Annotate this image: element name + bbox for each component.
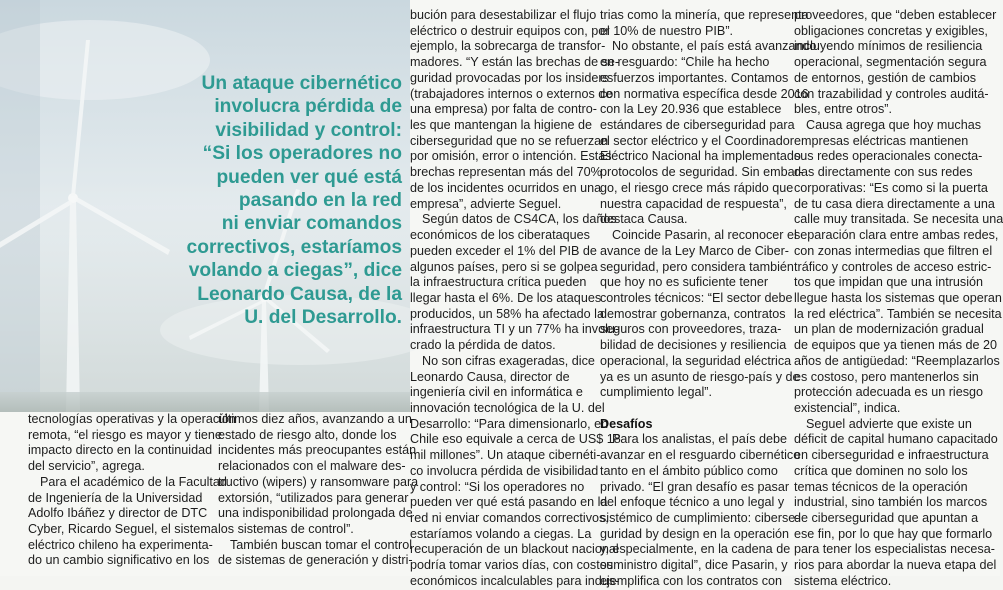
body-text-line: bución para desestabilizar el flujo — [410, 8, 597, 22]
body-text-line: extorsión, “utilizados para generar — [218, 490, 409, 505]
body-text-line: con zonas intermedias que filtren el — [794, 243, 993, 258]
body-text-line: ya es un asunto de riesgo-país y de — [600, 369, 800, 384]
pull-quote-line: pasando en la red — [238, 190, 402, 212]
body-text-line: de sistemas de generación y distri- — [218, 553, 413, 568]
body-text-line: Adolfo Ibáñez y director de DTC — [28, 506, 208, 521]
body-text-line: pueden ver qué está pasando en la — [410, 495, 608, 510]
body-text-line: una indisponibilidad prolongada de — [218, 506, 413, 521]
body-text-line: tecnologías operativas y la operación — [28, 412, 236, 426]
body-text-line: los sistemas de control”. — [218, 522, 354, 537]
body-text-line: No son cifras exageradas, dice — [422, 353, 595, 368]
body-text-line: en ciberseguridad e infraestructura — [794, 448, 989, 463]
body-text-line: llegar hasta el 6%. De los ataques — [410, 290, 602, 305]
body-text-line: tráfico y controles de acceso estric- — [794, 259, 992, 274]
pull-quote-line: volando a ciegas”, dice — [188, 260, 402, 282]
article-column-1 — [28, 412, 236, 569]
body-text-line: suministro digital”, dice Pasarin, y — [600, 558, 788, 573]
body-text-line: les que mantengan la higiene de — [410, 118, 593, 133]
body-text-line: por omisión, error o intención. Estas — [410, 149, 612, 164]
body-text-line: avanzar en el resguardo cibernético — [600, 448, 801, 463]
body-text-line: sistémico de cumplimiento: ciberse- — [600, 511, 800, 525]
body-text-line: brechas representan más del 70% — [410, 165, 602, 180]
body-text-line: rios para abordar la nueva etapa del — [794, 558, 997, 573]
body-text-line: ingeniería civil en informática e — [410, 385, 583, 400]
article-column-2 — [218, 412, 419, 569]
body-text-line: Para el académico de la Facultad — [40, 474, 227, 489]
body-text-line: temas técnicos de la operación — [794, 479, 968, 494]
body-text-line: Para los analistas, el país debe — [612, 432, 788, 447]
body-text-line — [600, 401, 782, 417]
body-text-line: co involucra pérdida de visibilidad — [410, 463, 599, 478]
body-text-line: ejemplifica con los contratos con — [600, 573, 783, 588]
body-text-line: guridad provocadas por los insiders — [410, 70, 609, 85]
body-text-line: guridad by design en la operación — [600, 526, 790, 541]
body-text-line: operacional, la seguridad eléctrica — [600, 353, 792, 368]
body-text-line: de entornos, gestión de cambios — [794, 70, 977, 85]
body-text-line: crado la pérdida de datos. — [410, 338, 556, 353]
body-text-line: económicos incalculables para indus- — [410, 573, 620, 588]
body-text-line: de Ingeniería de la Universidad — [28, 490, 203, 505]
pull-quote-line: U. del Desarrollo. — [244, 307, 402, 329]
body-text-line: seguros con proveedores, traza- — [600, 322, 782, 337]
body-text-line: el 10% de nuestro PIB”. — [600, 23, 734, 38]
body-text-line: déficit de capital humano capacitado — [794, 432, 998, 447]
pull-quote-line: pueden ver qué está — [216, 166, 402, 188]
pull-quote-line: involucra pérdida de — [214, 96, 402, 118]
body-text-line: controles técnicos: “El sector debe — [600, 290, 793, 305]
body-text-line: Leonardo Causa, director de — [410, 369, 570, 384]
body-text-line: en resguardo: “Chile ha hecho — [600, 55, 770, 70]
body-text-line: seguridad, pero considera también — [600, 259, 794, 274]
body-text-line: tructivo (wipers) y ransomware para — [218, 474, 419, 489]
body-text-line: Causa agrega que hoy muchas — [806, 118, 982, 133]
body-text-line: protocolos de seguridad. Sin embar- — [600, 165, 804, 180]
body-text-line: impacto directo en la continuidad — [28, 443, 213, 458]
article-column-3 — [410, 8, 621, 590]
body-text-line: Eléctrico Nacional ha implementado — [600, 149, 801, 164]
body-text-line: es costoso, pero mantenerlos sin — [794, 369, 979, 384]
body-text-line: proveedores, que “deben establecer — [794, 8, 997, 22]
body-text-line: de equipos que ya tienen más de 20 — [794, 338, 998, 353]
body-text-line: y, especialmente, en la cadena de — [600, 542, 791, 557]
body-text-line: recuperación de un blackout nacional — [410, 542, 619, 557]
body-text-line: protección adecuada es un riesgo — [794, 385, 984, 400]
body-text-line: un plan de modernización gradual — [794, 322, 984, 337]
body-text-line: con trazabilidad y controles auditá- — [794, 86, 989, 101]
body-text-line: Cyber, Ricardo Seguel, el sistema — [28, 522, 218, 537]
pull-quote-line: ni enviar comandos — [221, 213, 402, 235]
body-text-line: separación clara entre ambas redes, — [794, 228, 999, 243]
body-text-line: corporativas: “Es como si la puerta — [794, 180, 988, 195]
body-text-line: años de antigüedad: “Reemplazarlos — [794, 353, 1000, 368]
article-column-5 — [794, 8, 1003, 590]
pull-quote — [170, 72, 402, 329]
body-text-line: de tu casa diera directamente a una — [794, 196, 995, 211]
body-text-line: obligaciones concretas y exigibles, — [794, 23, 988, 38]
body-text-line: de los incidentes ocurridos en una — [410, 180, 602, 195]
body-text-line: estaríamos volando a ciegas. La — [410, 526, 592, 541]
pull-quote-line: correctivos, estaríamos — [186, 236, 402, 258]
body-text-line: go, el riesgo crece más rápido que — [600, 180, 794, 195]
body-text-line: pueden exceder el 1% del PIB de — [410, 243, 597, 258]
body-text-line: con la Ley 20.936 que establece — [600, 102, 782, 117]
body-text-line: Chile eso equivale a cerca de US$ 18 — [410, 432, 621, 447]
body-text-line: avance de la Ley Marco de Ciber- — [600, 243, 790, 258]
body-text-line: ciberseguridad que no se refuerzan — [410, 133, 609, 148]
body-text-line: red ni enviar comandos correctivos, — [410, 511, 609, 525]
body-text-line: la infraestructura crítica pueden — [410, 275, 587, 290]
body-text-line: podría tomar varios días, con costos — [410, 558, 613, 573]
body-text-line: y control: “Si los operadores no — [410, 479, 585, 494]
pull-quote-line: Un ataque cibernético — [201, 73, 402, 94]
body-text-line: bles, entre otros”. — [794, 102, 892, 117]
body-text-line: calle muy transitada. Se necesita una — [794, 212, 1003, 227]
body-text-line: trias como la minería, que representa — [600, 8, 809, 22]
body-text-line: del enfoque técnico a uno legal y — [600, 495, 785, 510]
body-text-line: ejemplo, la sobrecarga de transfor- — [410, 39, 606, 54]
body-text-line: estándares de ciberseguridad para — [600, 118, 795, 133]
body-text-line: cumplimiento legal”. — [600, 385, 712, 400]
pull-quote-line: Leonardo Causa, de la — [197, 283, 402, 305]
body-text-line: que hoy no es suficiente tener — [600, 275, 769, 290]
body-text-line: bilidad de decisiones y resiliencia — [600, 338, 787, 353]
body-text-line: madores. “Y están las brechas de se- — [410, 55, 620, 70]
body-text-line: estado de riesgo alto, donde los — [218, 427, 397, 442]
body-text-line: das directamente con sus redes — [794, 165, 973, 180]
body-text-line: eléctrico o destruir equipos con, por — [410, 23, 610, 38]
body-text-line: (trabajadores internos o externos de — [410, 86, 613, 101]
body-text-line: relacionados con el malware des- — [218, 459, 406, 474]
body-text-line: una empresa) por falta de contro- — [410, 102, 597, 117]
body-text-line: innovación tecnológica de la U. del — [410, 400, 605, 415]
body-text-line: últimos diez años, avanzando a un — [218, 412, 412, 426]
body-text-line: empresa”, advierte Seguel. — [410, 196, 562, 211]
body-text-line: No obstante, el país está avanzando — [612, 39, 817, 54]
body-text-line: llegue hasta los sistemas que operan — [794, 290, 1002, 305]
body-text-line: incluyendo mínimos de resiliencia — [794, 39, 983, 54]
body-text-line: existencial”, indica. — [794, 400, 901, 415]
body-text-line: Seguel advierte que existe un — [806, 416, 972, 431]
body-text-line: nuestra capacidad de respuesta”, — [600, 196, 787, 211]
body-text-line: sistema eléctrico. — [794, 573, 892, 588]
body-text-line: de ciberseguridad que apuntan a — [794, 511, 979, 525]
pull-quote-line: visibilidad y control: — [215, 119, 402, 141]
body-text-line: remota, “el riesgo es mayor y tiene — [28, 427, 222, 442]
body-text-line: Coincide Pasarin, al reconocer el — [612, 228, 797, 243]
body-text-line: do un cambio significativo en los — [28, 553, 210, 568]
body-text-line: esfuerzos importantes. Contamos — [600, 70, 789, 85]
body-text-line: empresas eléctricas mantienen — [794, 133, 969, 148]
body-text-line: tos que impidan que una intrusión — [794, 275, 984, 290]
body-text-line: privado. “El gran desafío es pasar — [600, 479, 790, 494]
body-text-line: sus redes operacionales conecta- — [794, 149, 983, 164]
body-text-line: Según datos de CS4CA, los daños — [422, 212, 617, 227]
body-text-line: con normativa específica desde 2016 — [600, 86, 809, 101]
body-text-line: tanto en el ámbito público como — [600, 463, 778, 478]
body-text-line: infraestructura TI y un 77% ha involu- — [410, 322, 620, 337]
body-text-line: eléctrico chileno ha experimenta- — [28, 537, 213, 552]
body-text-line: mil millones”. Un ataque cibernéti- — [410, 448, 601, 463]
body-text-line: industrial, sino también los marcos — [794, 495, 988, 510]
body-text-line: para tener los especialistas necesa- — [794, 542, 995, 557]
body-text-line: También buscan tomar el control — [230, 537, 412, 552]
body-text-line: producidos, un 58% ha afectado la — [410, 306, 604, 321]
body-text-line: demostrar gobernanza, contratos — [600, 306, 786, 321]
body-text-line: económicos de los ciberataques — [410, 228, 590, 243]
body-text-line: destaca Causa. — [600, 212, 688, 227]
body-text-line: del servicio”, agrega. — [28, 459, 145, 474]
body-text-line: la red eléctrica”. También se necesita — [794, 306, 1002, 321]
body-text-line: el sector eléctrico y el Coordinador — [600, 133, 794, 148]
body-text-line: crítica que dominen no solo los — [794, 463, 968, 478]
body-text-line: incidentes más preocupantes están — [218, 443, 417, 458]
body-text-line: algunos países, pero si se golpea — [410, 259, 598, 274]
body-text-line: Desarrollo: “Para dimensionarlo, en — [410, 416, 609, 431]
section-heading: Desafíos — [600, 416, 653, 431]
body-text-line: operacional, segmentación segura — [794, 55, 987, 70]
pull-quote-line: “Si los operadores no — [202, 143, 402, 165]
body-text-line: ese fin, por lo que hay que formarlo — [794, 526, 993, 541]
article-column-4 — [600, 8, 817, 590]
